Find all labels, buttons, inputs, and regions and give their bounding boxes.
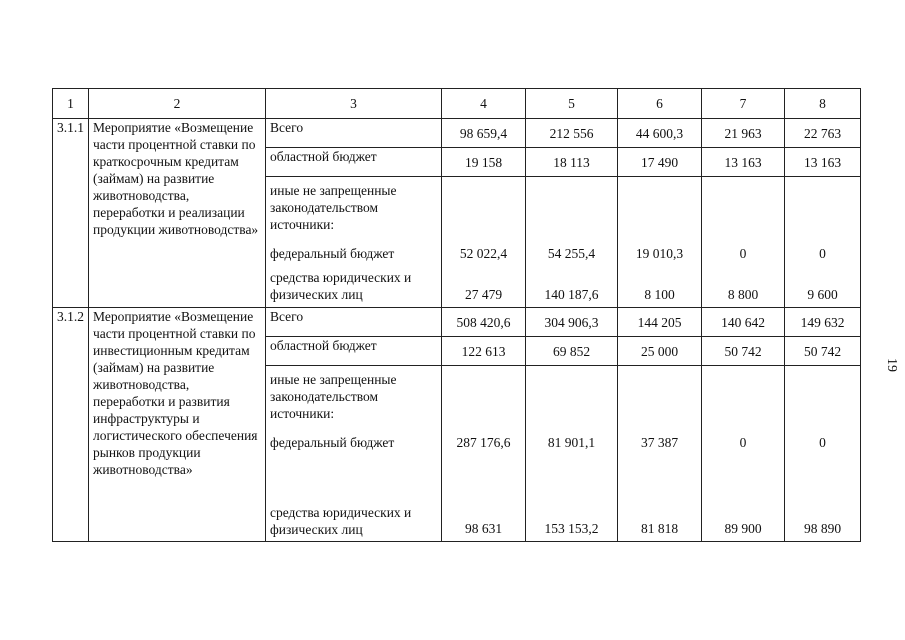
federal-value: 0 (739, 435, 747, 450)
value-cell: 21 963 (702, 119, 785, 148)
sources-cell (266, 366, 442, 542)
federal-value: 52 022,4 (459, 246, 508, 261)
value-cell: 17 490 (618, 148, 702, 177)
federal-value: 37 387 (640, 435, 679, 450)
legal-value: 98 631 (464, 521, 503, 536)
header-cell: 1 (53, 89, 89, 119)
value-cell: 22 763 (785, 119, 861, 148)
value-cell (442, 177, 526, 308)
header-cell: 8 (785, 89, 861, 119)
value-cell (526, 177, 618, 308)
federal-value: 81 901,1 (547, 435, 596, 450)
header-cell: 6 (618, 89, 702, 119)
budget-table (52, 88, 861, 542)
header-cell: 7 (702, 89, 785, 119)
row-label: областной бюджет (266, 337, 442, 366)
federal-value: 287 176,6 (456, 435, 511, 450)
value-cell: 140 642 (702, 308, 785, 337)
legal-value: 8 800 (727, 287, 759, 302)
page-number: 19 (884, 358, 899, 372)
federal-value: 0 (739, 246, 747, 261)
value-cell: 50 742 (702, 337, 785, 366)
federal-value: 0 (819, 435, 826, 450)
value-cell: 19 158 (442, 148, 526, 177)
table-row (53, 308, 861, 337)
federal-value: 54 255,4 (547, 246, 596, 261)
header-cell: 5 (526, 89, 618, 119)
row-label: областной бюджет (266, 148, 442, 177)
value-cell: 18 113 (526, 148, 618, 177)
legal-value: 27 479 (464, 287, 503, 302)
value-cell (618, 177, 702, 308)
other-sources-label: иные не запрещенные законодательством источники: (270, 183, 397, 232)
header-cell: 4 (442, 89, 526, 119)
federal-label: федеральный бюджет (270, 435, 395, 450)
value-cell: 304 906,3 (526, 308, 618, 337)
value-cell: 69 852 (526, 337, 618, 366)
legal-label: средства юридических и физических лиц (270, 270, 412, 302)
legal-value: 8 100 (644, 287, 675, 302)
other-sources-label: иные не запрещенные законодательством источники: (270, 372, 397, 421)
value-cell (785, 177, 861, 308)
value-cell: 508 420,6 (442, 308, 526, 337)
value-cell: 212 556 (526, 119, 618, 148)
value-cell: 25 000 (618, 337, 702, 366)
sources-cell (266, 177, 442, 308)
value-cell: 98 659,4 (442, 119, 526, 148)
header-row (53, 89, 861, 119)
row-label: Всего (266, 119, 442, 148)
value-cell: 13 163 (785, 148, 861, 177)
row-label: Всего (266, 308, 442, 337)
value-cell (526, 366, 618, 542)
table-row (53, 119, 861, 148)
federal-value: 0 (819, 246, 826, 261)
legal-label: средства юридических и физических лиц (270, 505, 412, 537)
legal-value: 153 153,2 (544, 521, 599, 536)
item-description: Мероприятие «Возмещение части процентной ставки по инвестиционным кредитам (займам) на развитие животноводства, переработки и развития инфраструктуры и логистического обеспечения рынков продукции животноводства» (89, 308, 266, 542)
legal-value: 89 900 (724, 521, 762, 536)
value-cell (442, 366, 526, 542)
legal-value: 98 890 (803, 521, 842, 536)
value-cell (702, 366, 785, 542)
value-cell: 149 632 (785, 308, 861, 337)
federal-label: федеральный бюджет (270, 246, 395, 261)
value-cell: 44 600,3 (618, 119, 702, 148)
value-cell (785, 366, 861, 542)
value-cell: 13 163 (702, 148, 785, 177)
value-cell: 144 205 (618, 308, 702, 337)
item-description: Мероприятие «Возмещение части процентной ставки по краткосрочным кредитам (займам) на развитие животноводства, переработки и реализации продукции животноводства» (89, 119, 266, 308)
federal-value: 19 010,3 (635, 246, 684, 261)
value-cell: 122 613 (442, 337, 526, 366)
value-cell: 50 742 (785, 337, 861, 366)
header-cell: 3 (266, 89, 442, 119)
legal-value: 9 600 (807, 287, 838, 302)
header-cell: 2 (89, 89, 266, 119)
item-code: 3.1.2 (53, 308, 89, 542)
legal-value: 140 187,6 (544, 287, 599, 302)
value-cell (618, 366, 702, 542)
item-code: 3.1.1 (53, 119, 89, 308)
legal-value: 81 818 (640, 521, 679, 536)
value-cell (702, 177, 785, 308)
